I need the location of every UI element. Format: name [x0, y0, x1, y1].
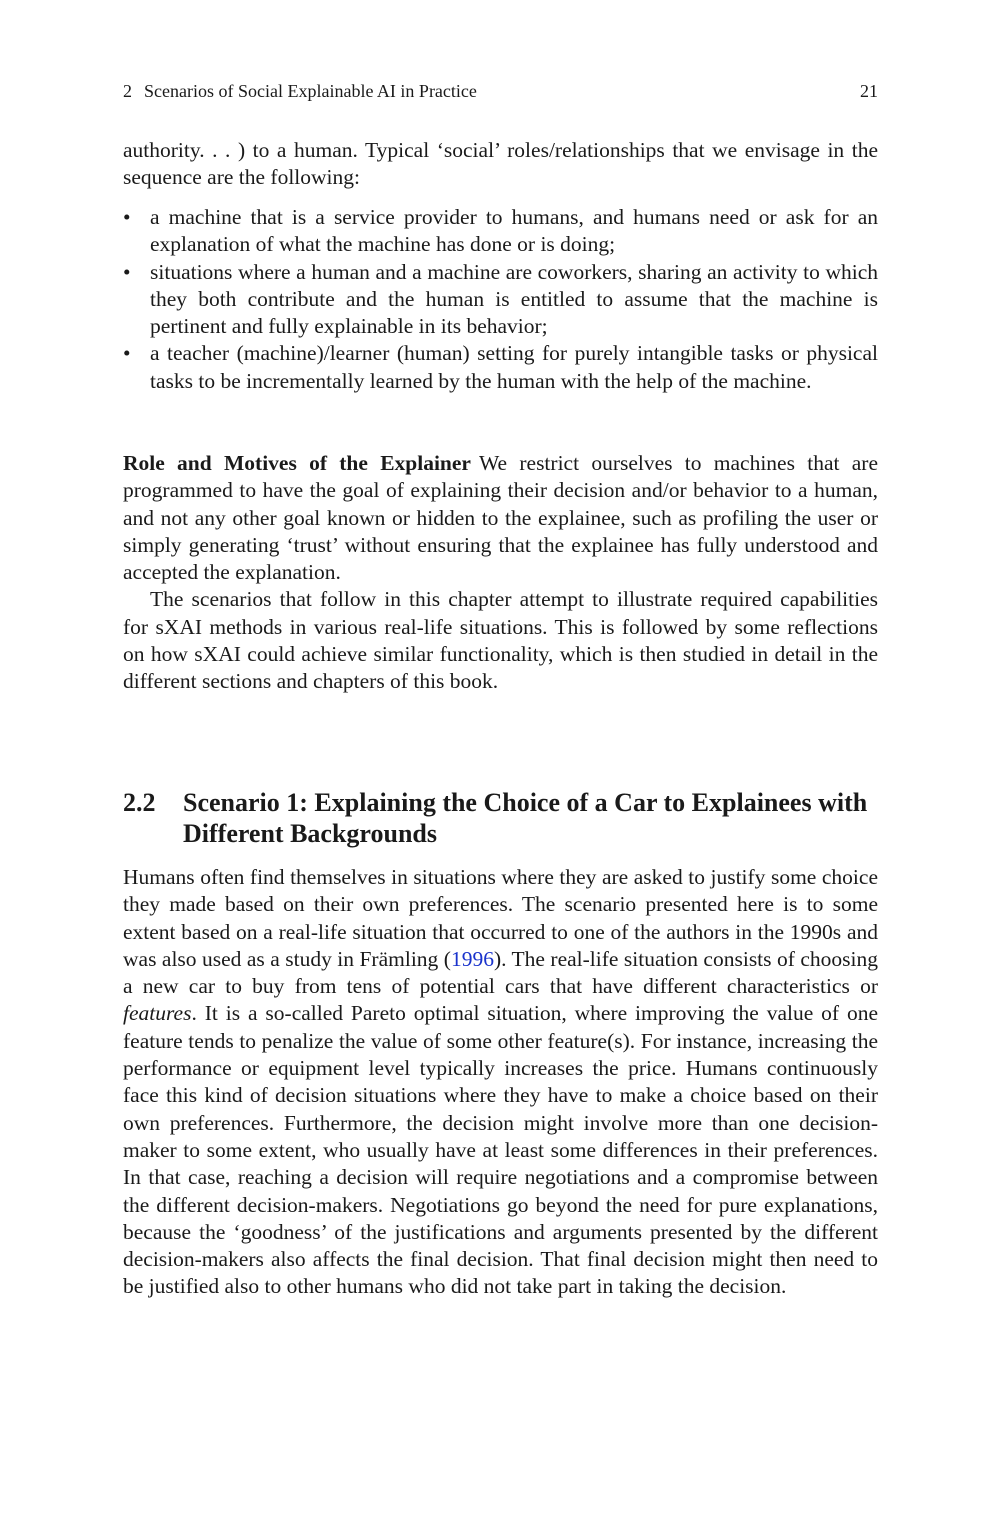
citation-link[interactable]: 1996	[450, 946, 494, 971]
list-item	[123, 340, 878, 395]
bullet-marker: •	[123, 259, 131, 284]
chapter-number: 2	[123, 81, 132, 101]
list-item	[123, 259, 878, 341]
scenario-text-part2: ). The real-life situation consists of choosing a new car to buy from tens of potential cars that have different characteristics or	[123, 946, 878, 999]
role-and-motives-block	[123, 450, 878, 696]
role-paragraph-text: We restrict ourselves to machines that are programmed to have the goal of explaining their decision and/or behavior to a human, and not any other goal known or hidden to the explainee, such as profiling the user or simply generating ‘trust’ without ensuring that the explainee has fully understood and accepted the explanation.	[123, 451, 878, 585]
emphasis-features: features	[123, 1001, 192, 1026]
scenario-paragraph	[123, 864, 878, 1301]
page-number: 21	[860, 81, 878, 101]
section-number: 2.2	[123, 787, 156, 817]
list-item	[123, 204, 878, 259]
list-item-text: situations where a human and a machine are coworkers, sharing an activity to which they both contribute and the human is entitled to assume that the machine is pertinent and fully explainable in its behavior;	[150, 259, 878, 339]
section-heading	[123, 787, 878, 849]
scenario-text-part3: . It is a so-called Pareto optimal situation, where improving the value of one feature tends to penalize the value of some other feature(s). For instance, increasing the performance or equipment level typically increases the price. Humans continuously face this kind of decision situations where they have to make a choice based on their own preferences. Furthermore, the decision might involve more than one decision-maker to some extent, who usually have at least some differences in their preferences. In that case, reaching a decision will require negotiations and a compromise between the different decision-makers. Negotiations go beyond the need for pure explanations, because the ‘goodness’ of the justifications and arguments presented by the different decision-makers also affects the final decision. That final decision might then need to be justified also to other humans who did not take part in taking the decision.	[123, 1001, 878, 1299]
running-header-left	[123, 79, 477, 103]
list-item-text: a teacher (machine)/learner (human) setting for purely intangible tasks or physical tasks to be incrementally learned by the human with the help of the machine.	[150, 341, 878, 393]
list-item-text: a machine that is a service provider to humans, and humans need or ask for an explanation of what the machine has done or is doing;	[150, 205, 878, 257]
bullet-marker: •	[123, 341, 131, 366]
role-paragraph	[123, 450, 878, 586]
run-in-heading: Role and Motives of the Explainer	[123, 451, 471, 475]
bullet-marker: •	[123, 205, 131, 229]
section-title: Scenario 1: Explaining the Choice of a Car to Explainees with Different Backgrounds	[183, 787, 868, 848]
running-header	[123, 79, 878, 103]
intro-paragraph: authority. . . ) to a human. Typical ‘social’ roles/relationships that we envisage in the sequence are the following:	[123, 138, 878, 190]
roles-bullet-list	[123, 204, 878, 395]
chapter-title: Scenarios of Social Explainable AI in Practice	[144, 81, 477, 101]
scenario-text-part1: Humans often find themselves in situations where they are asked to justify some choice they made based on their own preferences. The scenario presented here is to some extent based on a real-life situation that occurred to one of the authors in the 1990s and was also used as a study in Främling (	[123, 865, 878, 971]
scenarios-paragraph: The scenarios that follow in this chapter attempt to illustrate required capabilities for sXAI methods in various real-life situations. This is followed by some reflections on how sXAI could achieve similar functionality, which is then studied in detail in the different sections and chapters of this book.	[123, 587, 878, 694]
